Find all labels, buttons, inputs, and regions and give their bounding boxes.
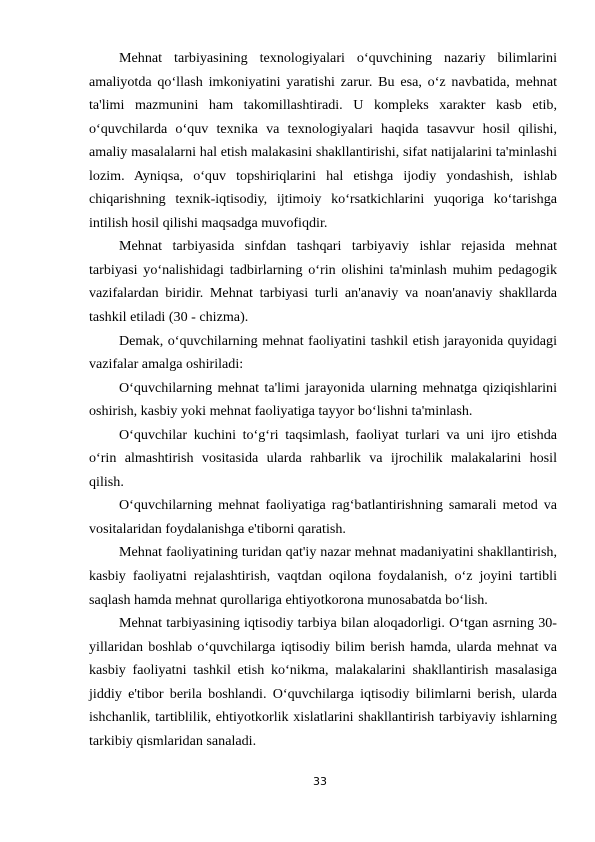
paragraph: O‘quvchilar kuchini to‘g‘ri taqsimlash, faoliyat turlari va uni ijro etishda o‘rin almashtirish vositasida ularda rahbarlik va ijrochilik malakalarini hosil qilish. bbox=[89, 426, 557, 490]
document-body bbox=[89, 47, 557, 753]
paragraph: Demak, o‘quvchilarning mehnat faoliyatini tashkil etish jarayonida quyidagi vazifalar amalga oshiriladi: bbox=[89, 332, 557, 373]
paragraph: Mehnat tarbiyasida sinfdan tashqari tarbiyaviy ishlar rejasida mehnat tarbiyasi yo‘nalishidagi tadbirlarning o‘rin olishini ta'minlash muhim pedagogik vazifalardan biridir. Mehnat tarbiyasi turli an'anaviy va noan'anaviy shakllarda tashkil etiladi (30 - chizma). bbox=[89, 238, 557, 326]
paragraph: O‘quvchilarning mehnat ta'limi jarayonida ularning mehnatga qiziqishlarini oshirish, kasbiy yoki mehnat faoliyatiga tayyor bo‘lishni ta'minlash. bbox=[89, 379, 557, 420]
paragraph: O‘quvchilarning mehnat faoliyatiga rag‘batlantirishning samarali metod va vositalaridan foydalanishga e'tiborni qaratish. bbox=[89, 497, 557, 537]
paragraph: Mehnat tarbiyasining texnologiyalari o‘quvchining nazariy bilimlarini amaliyotda qo‘llash imkoniyatini yaratishi zarur. Bu esa, o‘z navbatida, mehnat ta'limi mazmunini ham takomillashtiradi. U kompleks xarakter kasb etib, o‘quvchilarda o‘quv texnika va texnologiyalari haqida tasavvur hosil qilishi, amaliy masalalarni hal etish malakasini shakllantirishi, sifat natijalarini ta'minlashi lozim. Ayniqsa, o‘quv topshiriqlarini hal etishga ijodiy yondashish, ishlab chiqarishning texnik-iqtisodiy, ijtimoiy ko‘rsatkichlarini yuqoriga ko‘tarishga intilish hosil qilishi maqsadga muvofiqdir. bbox=[89, 50, 557, 231]
paragraph: Mehnat tarbiyasining iqtisodiy tarbiya bilan aloqadorligi. O‘tgan asrning 30-yillaridan boshlab o‘quvchilarga iqtisodiy bilim berish hamda, ularda mehnat va kasbiy faoliyatni tashkil etish ko‘nikma, malakalarini shakllantirish masalasiga jiddiy e'tibor berila boshlandi. O‘quvchilarga iqtisodiy bilimlarni berish, ularda ishchanlik, tartiblilik, ehtiyotkorlik xislatlarini shakllantirish tarbiyaviy ishlarning tarkibiy qismlaridan sanaladi. bbox=[89, 615, 557, 749]
paragraph: Mehnat faoliyatining turidan qat'iy nazar mehnat madaniyatini shakllantirish, kasbiy faoliyatni rejalashtirish, vaqtdan oqilona foydalanish, o‘z joyini tartibli saqlash hamda mehnat qurollariga ehtiyotkorona munosabatda bo‘lish. bbox=[89, 544, 557, 608]
page-number: 33 bbox=[313, 775, 327, 788]
